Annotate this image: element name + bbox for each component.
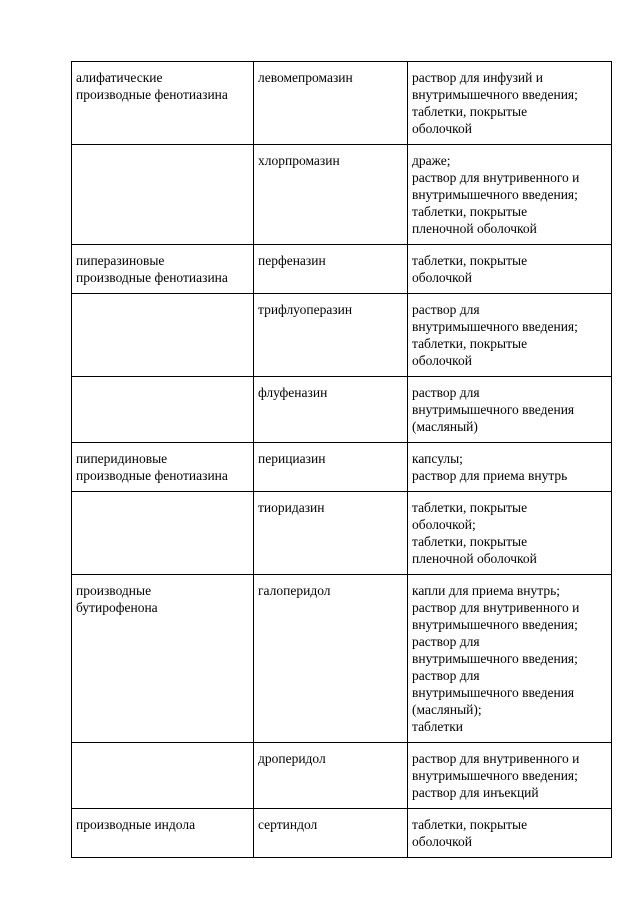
drug-cell [254,809,408,858]
forms-cell-line: раствор для инфузий и [412,70,543,85]
table-row [72,62,612,145]
table-row [72,443,612,492]
group-cell [72,294,254,377]
forms-cell-line: раствор для [412,668,480,683]
table-row [72,743,612,809]
group-cell-line: пиперидиновые [76,451,168,466]
forms-cell [408,443,612,492]
forms-cell-line: раствор для [412,385,480,400]
drug-name: галоперидол [258,583,331,598]
group-cell-line: производные фенотиазина [76,87,228,102]
forms-cell-line: раствор для приема внутрь [412,468,568,483]
group-cell [72,743,254,809]
group-cell [72,377,254,443]
drug-name: левомепромазин [258,70,353,85]
forms-cell-line: пленочной оболочкой [412,221,537,236]
table-row [72,245,612,294]
group-cell [72,443,254,492]
drug-name: флуфеназин [258,385,328,400]
forms-cell-line: оболочкой; [412,517,476,532]
forms-cell-line: внутримышечного введения; [412,319,578,334]
table-body [72,62,612,858]
drug-cell [254,575,408,743]
drug-cell [254,145,408,245]
forms-cell [408,377,612,443]
group-cell-line: бутирофенона [76,600,158,615]
table-row [72,377,612,443]
forms-cell-line: внутримышечного введения; [412,617,578,632]
group-cell-line: алифатические [76,70,163,85]
forms-cell [408,743,612,809]
drug-cell [254,62,408,145]
forms-cell-line: (масляный); [412,702,482,717]
forms-cell-line: внутримышечного введения; [412,651,578,666]
drug-name: хлорпромазин [258,153,340,168]
forms-cell-line: таблетки, покрытые [412,104,528,119]
group-cell [72,145,254,245]
drug-table [71,61,612,858]
forms-cell-line: раствор для внутривенного и [412,600,580,615]
drug-cell [254,245,408,294]
forms-cell-line: таблетки, покрытые [412,817,528,832]
group-cell-line: производные фенотиазина [76,468,228,483]
table-row [72,145,612,245]
drug-name: дроперидол [258,751,326,766]
forms-cell-line: раствор для внутривенного и [412,170,580,185]
forms-cell-line: оболочкой [412,834,472,849]
forms-cell-line: драже; [412,153,451,168]
forms-cell-line: раствор для [412,634,480,649]
group-cell [72,62,254,145]
table-row [72,492,612,575]
drug-cell [254,294,408,377]
drug-name: сертиндол [258,817,318,832]
forms-cell-line: таблетки, покрытые [412,534,528,549]
forms-cell-line: раствор для [412,302,480,317]
drug-name: тиоридазин [258,500,325,515]
group-cell-line: производные [76,583,152,598]
group-cell-line: пиперазиновые [76,253,165,268]
forms-cell [408,145,612,245]
forms-cell-line: раствор для внутривенного и [412,751,580,766]
forms-cell-line: пленочной оболочкой [412,551,537,566]
forms-cell-line: оболочкой [412,270,472,285]
forms-cell-line: оболочкой [412,121,472,136]
table-row [72,575,612,743]
forms-cell-line: внутримышечного введения [412,685,575,700]
forms-cell-line: таблетки, покрытые [412,336,528,351]
forms-cell [408,62,612,145]
group-cell [72,575,254,743]
drug-cell [254,743,408,809]
group-cell [72,245,254,294]
forms-cell [408,575,612,743]
forms-cell-line: оболочкой [412,353,472,368]
forms-cell-line: капсулы; [412,451,463,466]
forms-cell [408,492,612,575]
drug-cell [254,492,408,575]
group-cell [72,809,254,858]
forms-cell-line: внутримышечного введения; [412,87,578,102]
forms-cell-line: внутримышечного введения; [412,187,578,202]
drug-name: перфеназин [258,253,326,268]
forms-cell-line: внутримышечного введения [412,402,575,417]
forms-cell-line: таблетки, покрытые [412,500,528,515]
drug-cell [254,443,408,492]
drug-name: перициазин [258,451,326,466]
drug-name: трифлуоперазин [258,302,353,317]
forms-cell-line: внутримышечного введения; [412,768,578,783]
drug-cell [254,377,408,443]
forms-cell-line: таблетки [412,719,464,734]
group-cell-line: производные фенотиазина [76,270,228,285]
forms-cell-line: (масляный) [412,419,478,434]
table-row [72,294,612,377]
forms-cell-line: таблетки, покрытые [412,204,528,219]
group-cell-line: производные индола [76,817,196,832]
forms-cell [408,245,612,294]
group-cell [72,492,254,575]
forms-cell-line: капли для приема внутрь; [412,583,560,598]
table-row [72,809,612,858]
forms-cell-line: таблетки, покрытые [412,253,528,268]
forms-cell-line: раствор для инъекций [412,785,539,800]
forms-cell [408,294,612,377]
forms-cell [408,809,612,858]
